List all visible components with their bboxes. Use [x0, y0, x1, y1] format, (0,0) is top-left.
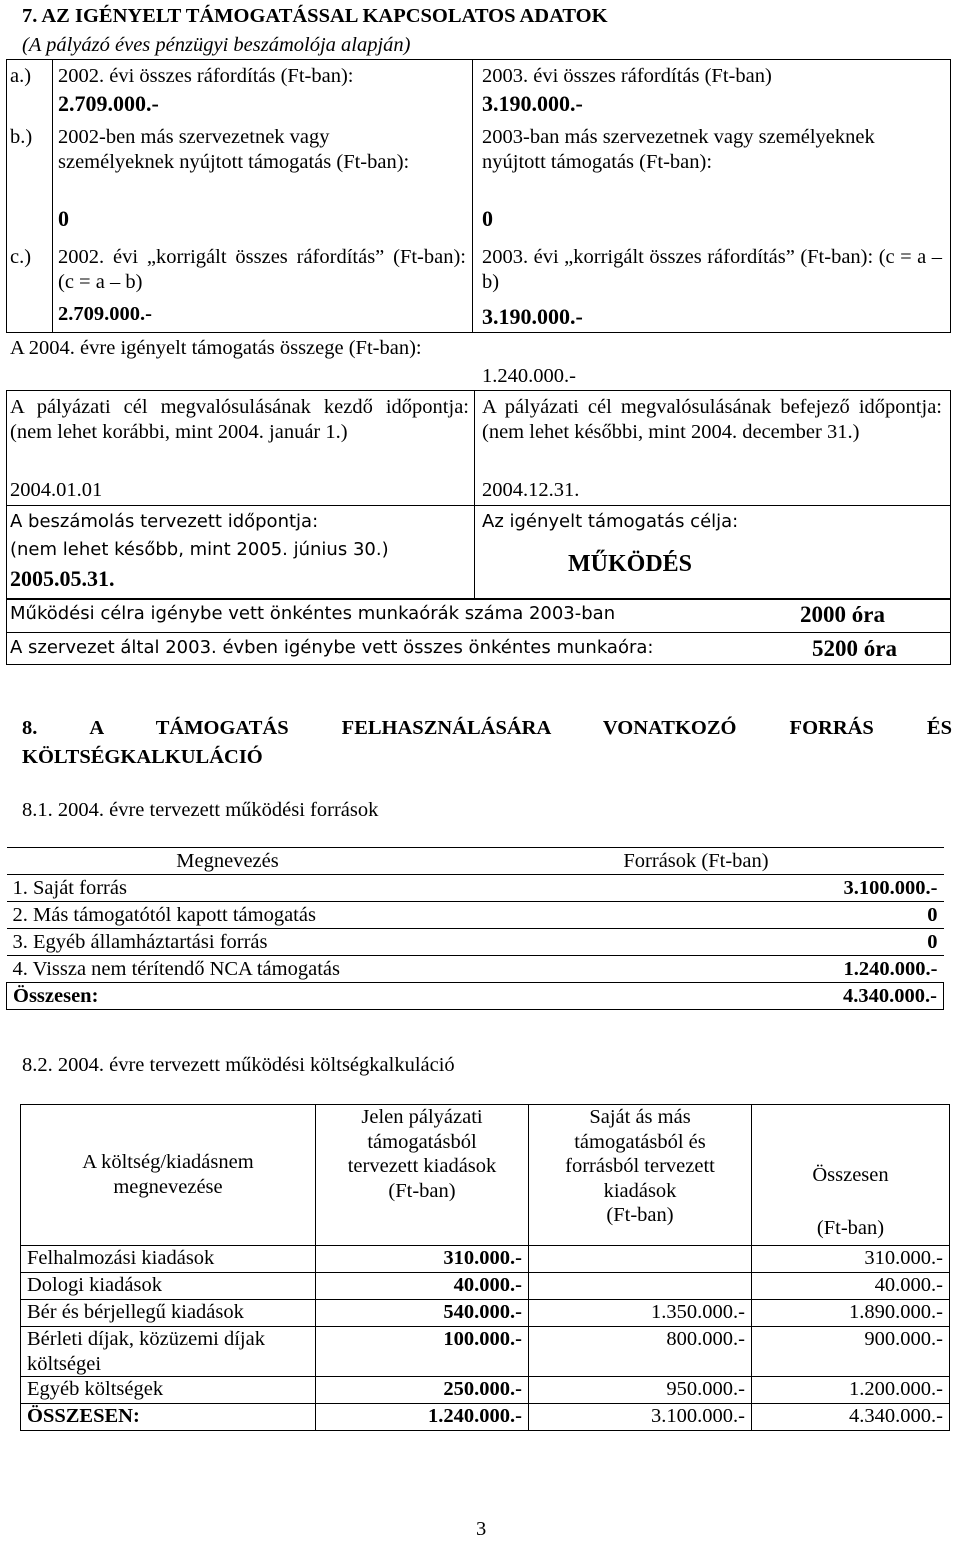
row-a-right-text: 2003. évi összes ráfordítás (Ft-ban) — [482, 65, 772, 87]
row-own: 950.000.- — [529, 1377, 752, 1404]
section8-2-title: 8.2. 2004. évre tervezett működési költségkalkuláció — [22, 1054, 455, 1076]
total-value: 4.340.000.- — [449, 983, 944, 1010]
header-own-text: Saját ás más támogatásból és forrásból tervezett kiadások (Ft-ban) — [565, 1106, 715, 1227]
row-grant: 310.000.- — [316, 1246, 529, 1273]
total-own: 3.100.000.- — [529, 1404, 752, 1431]
section7-subtitle: (A pályázó éves pénzügyi beszámolója alapján) — [22, 34, 411, 56]
purpose-text: Az igényelt támogatás célja: — [482, 511, 739, 532]
header-cost-name-text: A költség/kiadásnem megnevezése — [82, 1151, 254, 1198]
row-name: Felhalmozási kiadások — [21, 1246, 316, 1273]
section8-1-title: 8.1. 2004. évre tervezett működési források — [22, 799, 379, 821]
report-date-text: A beszámolás tervezett időpontja: — [10, 511, 319, 532]
row-c-right-value: 3.190.000.- — [482, 304, 583, 329]
row-own — [529, 1273, 752, 1300]
row-total: 900.000.- — [752, 1327, 950, 1377]
table-row — [21, 1273, 950, 1300]
row-name: Egyéb költségek — [21, 1377, 316, 1404]
row-name: 2. Más támogatótól kapott támogatás — [7, 902, 449, 929]
row-total: 1.890.000.- — [752, 1300, 950, 1327]
middle-column-divider — [472, 59, 473, 333]
header-grant — [316, 1105, 529, 1246]
row-b-left-value: 0 — [58, 206, 69, 231]
total-name: ÖSSZESEN: — [21, 1404, 316, 1431]
row-name: 3. Egyéb államháztartási forrás — [7, 929, 449, 956]
row-c-right-text: 2003. évi „korrigált összes ráfordítás” (Ft-ban): (c = a – b) — [482, 246, 942, 293]
table-row — [7, 902, 944, 929]
row-a-label: a.) — [10, 65, 32, 87]
table-row — [21, 1246, 950, 1273]
row-a-right-value: 3.190.000.- — [482, 91, 583, 116]
row-grant: 250.000.- — [316, 1377, 529, 1404]
total-grant: 1.240.000.- — [316, 1404, 529, 1431]
table-total-row — [7, 983, 944, 1010]
dates-row-divider — [6, 505, 951, 506]
report-date-value: 2005.05.31. — [10, 566, 115, 591]
section7-title: 7. AZ IGÉNYELT TÁMOGATÁSSAL KAPCSOLATOS ADATOK — [22, 5, 608, 27]
row-grant: 100.000.- — [316, 1327, 529, 1377]
total-name: Összesen: — [7, 983, 449, 1010]
row-b-right-value: 0 — [482, 206, 493, 231]
requested-value: 1.240.000.- — [482, 365, 576, 387]
dates-divider — [474, 390, 475, 599]
row-b-label: b.) — [10, 126, 33, 148]
row-name: Bér és bérjellegű kiadások — [21, 1300, 316, 1327]
table-header-row — [7, 848, 944, 875]
header-cost-name — [21, 1105, 316, 1246]
volunteer-hours-2003-value: 2000 óra — [800, 602, 885, 627]
volunteer-hours-total-text: A szervezet által 2003. évben igénybe vett összes önkéntes munkaóra: — [10, 637, 654, 658]
section8-title-line2: KÖLTSÉGKALKULÁCIÓ — [22, 746, 263, 768]
header-grant-text: Jelen pályázati támogatásból tervezett kiadások (Ft-ban) — [347, 1106, 497, 1202]
volunteer-hours-total-value: 5200 óra — [812, 636, 897, 661]
cost-table — [20, 1104, 950, 1431]
requested-label: A 2004. évre igényelt támogatás összege (Ft-ban): — [10, 337, 422, 359]
row-b-left-text: 2002-ben más szervezetnek vagy személyeknek nyújtott támogatás (Ft-ban): — [58, 126, 410, 173]
row-own: 1.350.000.- — [529, 1300, 752, 1327]
label-column-divider — [52, 59, 53, 333]
row-name: 4. Vissza nem térítendő NCA támogatás — [7, 956, 449, 983]
row-name: 1. Saját forrás — [7, 875, 449, 902]
sources-table — [6, 847, 944, 1010]
end-date-value: 2004.12.31. — [482, 479, 580, 501]
report-date-note: (nem lehet később, mint 2005. június 30.) — [10, 539, 389, 560]
row-own — [529, 1246, 752, 1273]
row-a-left-text: 2002. évi összes ráfordítás (Ft-ban): — [58, 65, 354, 87]
table-row — [21, 1327, 950, 1377]
header-name: Megnevezés — [7, 848, 449, 875]
row-value: 1.240.000.- — [449, 956, 944, 983]
start-date-text: A pályázati cél megvalósulásának kezdő időpontja: (nem lehet korábbi, mint 2004. január 1.) — [10, 396, 469, 443]
row-own: 800.000.- — [529, 1327, 752, 1377]
row-name: Dologi kiadások — [21, 1273, 316, 1300]
total-total: 4.340.000.- — [752, 1404, 950, 1431]
header-total — [752, 1105, 950, 1246]
row-grant: 40.000.- — [316, 1273, 529, 1300]
header-own — [529, 1105, 752, 1246]
row-value: 0 — [449, 929, 944, 956]
volunteer-row-divider — [6, 632, 951, 633]
row-c-left-text: 2002. évi „korrigált összes ráfordítás” (Ft-ban): (c = a – b) — [58, 246, 466, 293]
table-total-row — [21, 1404, 950, 1431]
row-total: 1.200.000.- — [752, 1377, 950, 1404]
row-value: 3.100.000.- — [449, 875, 944, 902]
end-date-text: A pályázati cél megvalósulásának befejező időpontja: (nem lehet későbbi, mint 2004. december 31.) — [482, 396, 942, 443]
header-total-unit: (Ft-ban) — [816, 1216, 885, 1239]
table-row — [7, 929, 944, 956]
row-c-label: c.) — [10, 246, 32, 268]
row-a-left-value: 2.709.000.- — [58, 91, 159, 116]
row-name: Bérleti díjak, közüzemi díjak költségei — [21, 1327, 316, 1377]
row-grant: 540.000.- — [316, 1300, 529, 1327]
purpose-value: MŰKÖDÉS — [568, 551, 693, 577]
start-date-value: 2004.01.01 — [10, 479, 103, 501]
table-row — [21, 1300, 950, 1327]
header-total-text: Összesen — [812, 1164, 889, 1186]
page-number: 3 — [476, 1518, 487, 1540]
row-c-left-value: 2.709.000.- — [58, 303, 152, 325]
row-b-right-text: 2003-ban más szervezetnek vagy személyeknek nyújtott támogatás (Ft-ban): — [482, 126, 875, 173]
table-row — [21, 1377, 950, 1404]
section8-title-line1: 8. A TÁMOGATÁS FELHASZNÁLÁSÁRA VONATKOZÓ FORRÁS ÉS — [22, 717, 952, 739]
volunteer-hours-2003-text: Működési célra igénybe vett önkéntes munkaórák száma 2003-ban — [10, 603, 616, 624]
table-row — [7, 956, 944, 983]
row-value: 0 — [449, 902, 944, 929]
table-row — [7, 875, 944, 902]
row-total: 310.000.- — [752, 1246, 950, 1273]
table-header-row — [21, 1105, 950, 1246]
header-sources: Források (Ft-ban) — [449, 848, 944, 875]
row-total: 40.000.- — [752, 1273, 950, 1300]
